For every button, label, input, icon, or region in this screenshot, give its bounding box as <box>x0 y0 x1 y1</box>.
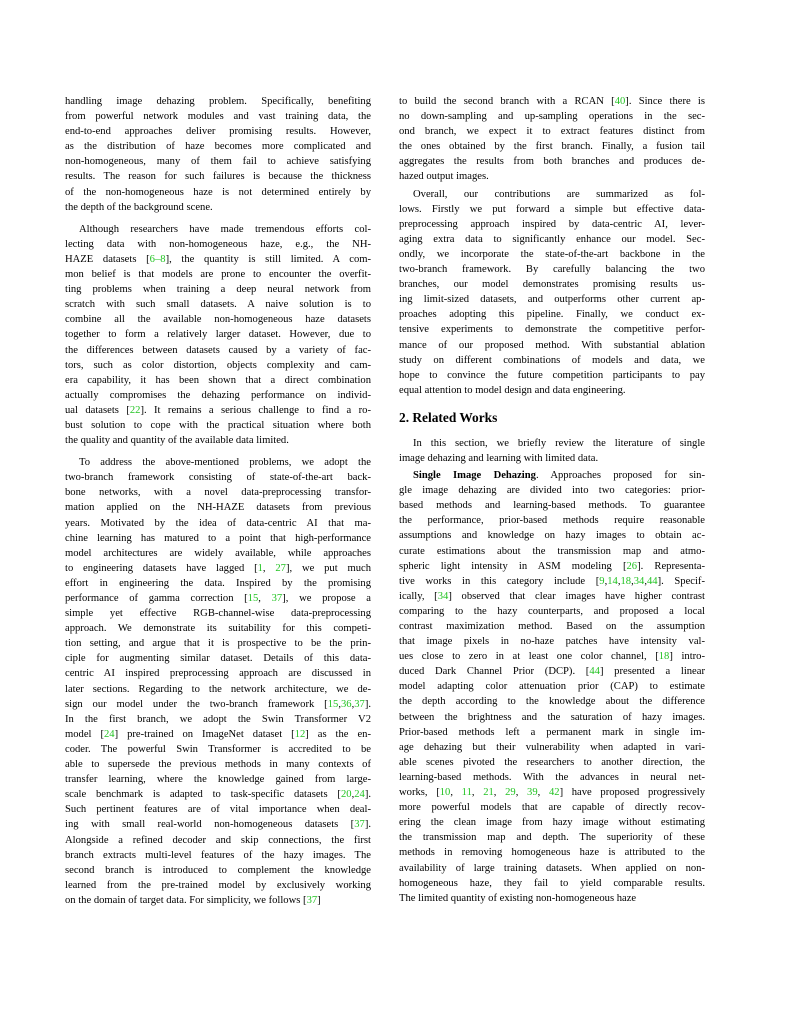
text-line: ting problems when training a deep neural network from <box>65 284 371 296</box>
left-paragraph-2 <box>65 222 371 448</box>
text-line: no down-sampling and up-sampling operations in the sec- <box>399 111 705 123</box>
text-line: Single Image Dehazing. Approaches proposed for sin- <box>413 470 705 482</box>
text-line: hope to convince the future competition participants to pay <box>399 369 705 381</box>
citation-link[interactable]: 36 <box>340 698 352 710</box>
citation-link[interactable]: 11 <box>461 787 472 799</box>
citation-link[interactable]: 21 <box>483 787 494 799</box>
text-line: to build the second branch with a RCAN [40]. Since there is <box>399 96 705 107</box>
text-line: methods in removing homogeneous haze is attributed to the <box>399 847 705 859</box>
right-paragraph-2 <box>399 187 705 398</box>
run-in-heading: Single Image Dehazing <box>413 470 536 482</box>
citation-link[interactable]: 20 <box>340 789 352 801</box>
text-line: aggregates the results from both branches and produces de- <box>399 156 705 168</box>
text-line: duced Dark Channel Prior (DCP). [44] presented a linear <box>399 666 705 678</box>
text-line: tive works in this category include [9,14,18,34,44]. Specif- <box>399 575 705 587</box>
text-line: scale benchmark is adapted to task-specific datasets [20,24]. <box>65 789 371 801</box>
citation-link[interactable]: 34 <box>633 575 645 587</box>
text-line: curate estimations about the transmission map and atmo- <box>399 545 705 557</box>
text-line: ing limit-sized datasets, and outperforms other current ap- <box>399 294 705 306</box>
text-line: non-homogeneous, many of them fail to achieve satisfying <box>65 156 371 168</box>
text-line: spheric light intensity in ASM modeling [26]. Representa- <box>399 560 705 572</box>
text-line: To address the above-mentioned problems, we adopt the <box>79 457 371 469</box>
text-line: ering the clean image from hazy image without estimating <box>399 817 705 829</box>
citation-link[interactable]: 24 <box>354 789 365 801</box>
section-heading: 2. Related Works <box>399 409 498 425</box>
citation-link[interactable]: 37 <box>306 894 318 906</box>
text-line: model [24] pre-trained on ImageNet dataset [12] as the en- <box>65 728 371 740</box>
citation-link[interactable]: 29 <box>505 787 516 799</box>
text-line: ically, [34] observed that clear images have higher contrast <box>399 590 706 602</box>
text-line: the differences between datasets caused by a variety of fac- <box>65 344 371 356</box>
text-line: contrast maximization method. Based on the assumption <box>399 621 705 632</box>
text-line: two-branch framework consisting of state-of-the-art back- <box>65 472 371 484</box>
text-line: HAZE datasets [6–8], the quantity is still limited. A com- <box>65 253 372 265</box>
text-line: ond branch, we expect it to extract features distinct from <box>399 126 705 138</box>
text-line: ual datasets [22]. It remains a serious challenge to find a ro- <box>65 404 371 416</box>
text-line: mation applied on the NH-HAZE datasets from previous <box>65 502 371 514</box>
text-line: to engineering datasets have lagged [1, 27], we put much <box>65 562 371 574</box>
text-line: ondly, we incorporate the state-of-the-art backbone in the <box>399 248 705 260</box>
citation-link[interactable]: 12 <box>294 728 306 740</box>
citation-link[interactable]: 1 <box>257 562 263 574</box>
right-paragraph-1 <box>399 94 705 185</box>
text-line: years. Motivated by the idea of data-centric AI that ma- <box>65 517 371 529</box>
text-line: the performance, prior-based methods require reasonable <box>399 515 705 527</box>
citation-link[interactable]: 10 <box>439 787 451 799</box>
text-line: Prior-based methods left a permanent mark in single im- <box>399 726 705 738</box>
text-line: lows. Firstly we put forward a simple but effective data- <box>399 203 705 215</box>
text-line: mon belief is that models are prone to encounter the overfit- <box>65 269 371 281</box>
text-line: effort in engineering the data. Inspired by the promising <box>65 577 371 589</box>
text-line: ing with small real-world non-homogeneous datasets [37]. <box>65 819 371 831</box>
citation-link[interactable]: 34 <box>437 590 449 602</box>
text-line: age dehazing but their vulnerability when adapted in vari- <box>399 741 705 753</box>
citation-link[interactable]: 22 <box>129 404 141 416</box>
citation-link[interactable]: 39 <box>527 787 538 799</box>
text-line: bust solution to cope with the practical situation where both <box>65 419 371 431</box>
text-line: homogeneous haze, they fail to yield comparable results. <box>399 877 705 889</box>
citation-link[interactable]: 37 <box>354 698 365 710</box>
text-line: tion setting, and argue that it is prospective to be the prin- <box>65 638 371 650</box>
text-line: of the non-homogeneous haze is not determined entirely by <box>65 186 371 198</box>
text-line: mance of our proposed method. With substantial ablation <box>399 339 705 351</box>
text-line: centric AI inspired preprocessing approach are discussed in <box>65 668 371 680</box>
citation-link[interactable]: 9 <box>599 575 605 587</box>
text-line: study on different combinations of models and data, we <box>399 354 705 366</box>
citation-link[interactable]: 44 <box>589 666 600 678</box>
text-line: handling image dehazing problem. Specifically, benefiting <box>65 96 371 107</box>
text-line: together to form a relatively larger dataset. However, due to <box>65 329 371 341</box>
text-line: image dehazing and learning with limited data. <box>399 452 599 464</box>
citation-link[interactable]: 40 <box>614 96 626 107</box>
citation-link[interactable]: 15 <box>247 593 259 604</box>
citation-link[interactable]: 15 <box>327 698 339 710</box>
text-line: between the brightness and the saturation of hazy images. <box>399 711 705 723</box>
text-line: scratch with such small datasets. A naive solution is to <box>65 299 371 311</box>
text-line: The limited quantity of existing non-homogeneous haze <box>399 892 637 904</box>
text-line: Such pertinent features are of vital importance when deal- <box>65 804 371 816</box>
text-line: two-branch framework. By carefully balancing the two <box>399 264 705 276</box>
text-line: coder. The powerful Swin Transformer is accredited to be <box>65 743 371 755</box>
text-line: bone networks, with a novel data-preprocessing transfor- <box>65 487 371 499</box>
left-paragraph-1 <box>65 94 371 215</box>
text-line: aging extra data to significantly enhance our model. Sec- <box>399 233 705 245</box>
text-line: Overall, our contributions are summarized as fol- <box>413 188 705 200</box>
text-line: model adapting color attenuation prior (CAP) to estimate <box>399 681 705 693</box>
text-line: able scenes pivoted the researchers to another direction, the <box>399 756 705 768</box>
citation-link[interactable]: 18 <box>620 575 632 587</box>
text-line: learned from the pre-trained model by exclusively working <box>65 879 371 891</box>
text-line: tensive experiments to demonstrate the competitive perfor- <box>399 324 705 336</box>
text-line: availability of large training datasets. When applied on non- <box>399 862 705 874</box>
text-line: model architectures are widely available, while approaches <box>65 547 371 559</box>
text-line: transfer learning, where the knowledge gained from large- <box>65 774 371 786</box>
text-line: the depth of the background scene. <box>65 201 213 213</box>
text-line: ciple for augmenting similar dataset. Details of this data- <box>65 653 371 665</box>
text-line: the quality and quantity of the available data limited. <box>65 435 289 447</box>
text-line: Although researchers have made tremendous efforts col- <box>79 223 371 235</box>
right-paragraph-3 <box>399 436 705 466</box>
text-line: on the domain of target data. For simplicity, we follows [37] <box>65 894 321 906</box>
right-column <box>399 94 705 906</box>
text-line: gle image dehazing are divided into two categories: prior- <box>399 485 705 497</box>
text-line: end-to-end approaches deliver promising results. However, <box>65 126 371 138</box>
text-line: In the first branch, we adopt the Swin Transformer V2 <box>65 713 371 725</box>
text-line: preprocessing approach inspired by data-centric AI, lever- <box>399 218 705 230</box>
text-line: combine all the available non-homogeneous haze datasets <box>65 314 371 326</box>
text-line: from powerful network modules and vast training data, the <box>65 111 371 123</box>
citation-link[interactable]: 18 <box>658 651 670 663</box>
text-line: performance of gamma correction [15, 37], we propose a <box>65 593 372 604</box>
text-line: sign our model under the two-branch framework [15,36,37]. <box>65 698 371 710</box>
text-line: branches, our model demonstrates promising results us- <box>399 279 705 291</box>
citation-link[interactable]: 24 <box>103 728 115 740</box>
left-paragraph-3 <box>65 455 371 908</box>
right-paragraph-4 <box>399 468 705 906</box>
text-line: learning-based methods. With the advances in neural net- <box>399 771 705 783</box>
citation-link[interactable]: 14 <box>607 575 618 587</box>
text-line: the ones obtained by the first branch. Finally, a fusion tail <box>399 141 705 153</box>
text-line: as the distribution of haze becomes more complicated and <box>65 141 371 153</box>
text-line: second branch is introduced to complement the knowledge <box>65 864 371 876</box>
text-line: branch extracts multi-level features of the hazy images. The <box>65 849 371 861</box>
citation-link[interactable]: 26 <box>626 560 638 572</box>
text-line: the transmission map and depth. The superiority of these <box>399 832 705 844</box>
text-line: more powerful models that are capable of directly recov- <box>399 802 705 814</box>
text-line: works, [10, 11, 21, 29, 39, 42] have proposed progressively <box>399 787 706 799</box>
text-line: simple yet effective RGB-channel-wise data-preprocessing <box>65 608 371 620</box>
text-line: era capability, it has been shown that a direct combination <box>65 374 371 386</box>
citation-link[interactable]: 6–8 <box>149 253 166 265</box>
citation-link[interactable]: 42 <box>548 787 560 799</box>
text-line: lecting data with non-homogeneous haze, e.g., the NH- <box>65 238 371 250</box>
text-line: Alongside a refined decoder and skip connections, the first <box>65 834 371 846</box>
text-line: proaches adopting this pipeline. Finally, we conduct ex- <box>399 309 705 321</box>
text-line: that image pixels in no-haze patches have intensity val- <box>399 636 705 648</box>
citation-link[interactable]: 27 <box>275 562 286 574</box>
text-line: actually compromises the dehazing performance on individ- <box>65 389 371 401</box>
text-line: later sections. Regarding to the network architecture, we de- <box>65 683 371 695</box>
text-line: equal attention to model design and data engineering. <box>399 384 626 396</box>
citation-link[interactable]: 44 <box>647 575 658 587</box>
citation-link[interactable]: 37 <box>271 593 283 604</box>
text-line: based methods and learning-based methods. To guarantee <box>399 500 705 512</box>
text-line: results. The reason for such failures is because the thickness <box>65 171 371 183</box>
text-line: comparing to the hazy counterparts, and proposed a local <box>399 605 705 617</box>
left-column <box>65 94 371 908</box>
text-line: assumptions and knowledge on hazy images to obtain ac- <box>399 530 705 542</box>
text-line: ues close to zero in at least one color channel, [18] intro- <box>399 651 705 663</box>
text-line: hazed output images. <box>399 171 489 183</box>
citation-link[interactable]: 37 <box>354 819 365 831</box>
text-line: the depth according to the knowledge about the difference <box>399 696 705 708</box>
text-line: approach. We demonstrate its suitability for this competi- <box>65 623 371 635</box>
text-line: tors, such as color distortion, objects complexity and cam- <box>65 359 371 371</box>
text-line: In this section, we briefly review the literature of single <box>413 437 705 449</box>
text-line: able to supersede the previous methods in many contexts of <box>65 759 371 771</box>
text-line: chine learning has matured to a point that high-performance <box>65 532 371 544</box>
